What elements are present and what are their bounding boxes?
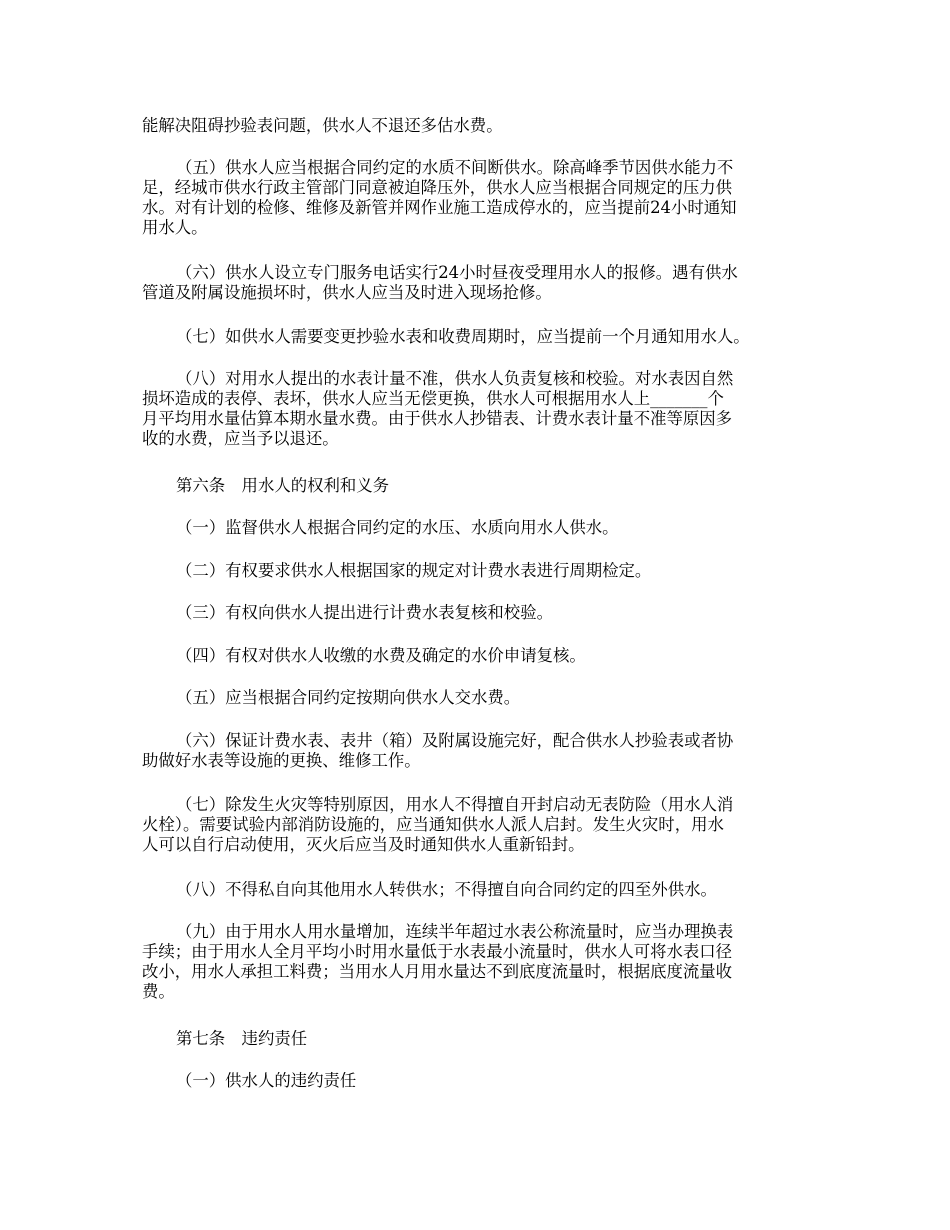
text-line: （七）如供水人需要变更抄验水表和收费周期时，应当提前一个月通知用水人。	[176, 327, 750, 346]
text-line: （七）除发生火灾等特别原因，用水人不得擅自开封启动无表防险（用水人消	[176, 795, 734, 814]
text-line: 月平均用水量估算本期水量水费。由于供水人抄错表、计费水表计量不准等原因多	[142, 409, 733, 428]
text-line: 第七条 违约责任	[176, 1029, 308, 1048]
text-line: 手续；由于用水人全月平均小时用水量低于水表最小流量时，供水人可将水表口径	[142, 942, 733, 961]
text-line: 火栓）。需要试验内部消防设施的，应当通知供水人派人启封。发生火灾时，用水	[142, 815, 724, 834]
text-line: 管道及附属设施损坏时，供水人应当及时进入现场抢修。	[142, 283, 552, 302]
paragraph-1	[142, 116, 818, 136]
text-line: （八）不得私自向其他用水人转供水；不得擅自向合同约定的四至外供水。	[176, 880, 717, 899]
text-line: 能解决阻碍抄验表问题，供水人不退还多估水费。	[142, 116, 503, 135]
text-line: 改小，用水人承担工料费；当用水人月用水量达不到底度流量时，根据底度流量收	[142, 962, 733, 981]
text-line: （五）应当根据合同约定按期向供水人交水费。	[176, 688, 521, 707]
paragraph-14	[142, 880, 818, 900]
text-line: 损坏造成的表停、表坏，供水人应当无偿更换，供水人可根据用水人上_______个	[142, 389, 724, 408]
text-line: （一）供水人的违约责任	[176, 1071, 357, 1090]
paragraph-13	[142, 795, 818, 855]
text-line: 水。对有计划的检修、维修及新管并网作业施工造成停水的，应当提前24小时通知	[142, 198, 737, 217]
article-7-heading	[142, 1029, 818, 1049]
paragraph-3	[142, 263, 818, 303]
paragraph-8	[142, 561, 818, 581]
text-line: 费。	[142, 982, 175, 1001]
text-line: 助做好水表等设施的更换、维修工作。	[142, 751, 421, 770]
paragraph-17	[142, 1071, 818, 1091]
text-line: 用水人。	[142, 218, 208, 237]
text-line: （六）供水人设立专门服务电话实行24小时昼夜受理用水人的报修。遇有供水	[176, 263, 738, 282]
paragraph-4	[142, 327, 818, 347]
text-line: （一）监督供水人根据合同约定的水压、水质向用水人供水。	[176, 518, 619, 537]
text-line: （四）有权对供水人收缴的水费及确定的水价申请复核。	[176, 646, 586, 665]
text-line: （九）由于用水人用水量增加，连续半年超过水表公称流量时，应当办理换表	[176, 922, 734, 941]
text-line: 第六条 用水人的权利和义务	[176, 476, 390, 495]
text-line: （六）保证计费水表、表井（箱）及附属设施完好，配合供水人抄验表或者协	[176, 731, 734, 750]
text-line: 收的水费，应当予以退还。	[142, 429, 339, 448]
text-line: （八）对用水人提出的水表计量不准，供水人负责复核和校验。对水表因自然	[176, 369, 734, 388]
paragraph-10	[142, 646, 818, 666]
text-line: （五）供水人应当根据合同约定的水质不间断供水。除高峰季节因供水能力不	[176, 158, 734, 177]
text-line: （三）有权向供水人提出进行计费水表复核和校验。	[176, 603, 553, 622]
article-6-heading	[142, 476, 818, 496]
paragraph-12	[142, 731, 818, 771]
paragraph-5	[142, 369, 818, 449]
text-line: （二）有权要求供水人根据国家的规定对计费水表进行周期检定。	[176, 561, 652, 580]
paragraph-15	[142, 922, 818, 1002]
paragraph-11	[142, 688, 818, 708]
text-line: 足，经城市供水行政主管部门同意被迫降压外，供水人应当根据合同规定的压力供	[142, 178, 733, 197]
text-line: 人可以自行启动使用，灭火后应当及时通知供水人重新铅封。	[142, 835, 585, 854]
paragraph-7	[142, 518, 818, 538]
paragraph-9	[142, 603, 818, 623]
paragraph-2	[142, 158, 818, 238]
